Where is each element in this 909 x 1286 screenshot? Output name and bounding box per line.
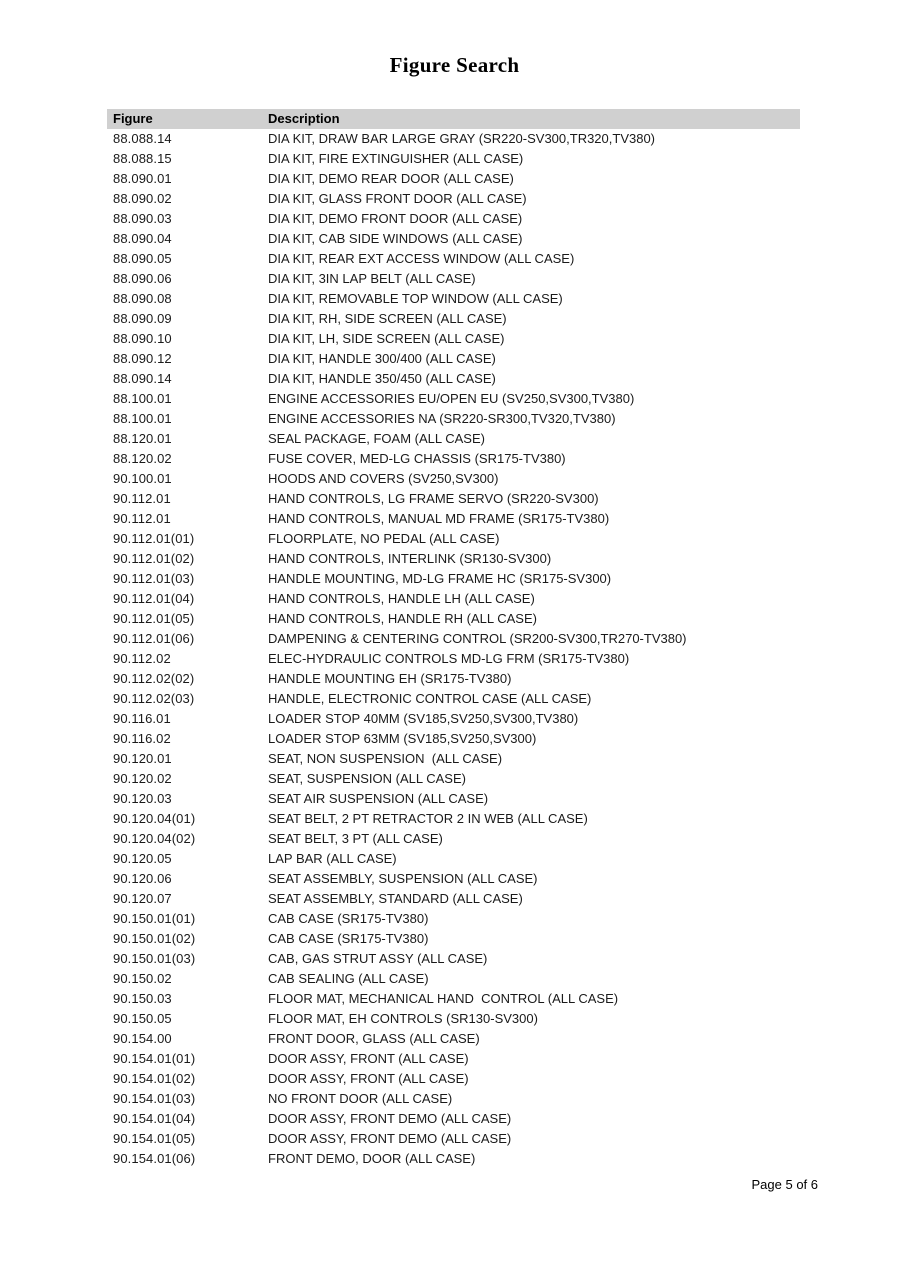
- cell-figure: 88.120.01: [113, 431, 172, 446]
- cell-description: FLOOR MAT, MECHANICAL HAND CONTROL (ALL CASE): [268, 991, 619, 1006]
- table-row: [107, 309, 800, 329]
- cell-description: HAND CONTROLS, HANDLE LH (ALL CASE): [268, 591, 535, 606]
- cell-description: LOADER STOP 40MM (SV185,SV250,SV300,TV380): [268, 711, 579, 726]
- cell-description: HAND CONTROLS, HANDLE RH (ALL CASE): [268, 611, 537, 626]
- cell-figure: 90.120.06: [113, 871, 172, 886]
- cell-description: DAMPENING & CENTERING CONTROL (SR200-SV300,TR270-TV380): [268, 631, 687, 646]
- table-row: [107, 1149, 800, 1169]
- table-row: [107, 949, 800, 969]
- table-row: [107, 829, 800, 849]
- table-row: [107, 989, 800, 1009]
- cell-figure: 90.112.02(02): [113, 671, 195, 686]
- table-row: [107, 249, 800, 269]
- cell-description: CAB, GAS STRUT ASSY (ALL CASE): [268, 951, 488, 966]
- cell-figure: 90.120.04(01): [113, 811, 196, 826]
- cell-figure: 90.120.01: [113, 751, 172, 766]
- table-row: [107, 709, 800, 729]
- cell-figure: 90.150.03: [113, 991, 172, 1006]
- cell-figure: 90.112.01(03): [113, 571, 195, 586]
- cell-description: HANDLE, ELECTRONIC CONTROL CASE (ALL CASE): [268, 691, 592, 706]
- figure-search-table: [107, 109, 800, 1169]
- column-header-figure: Figure: [107, 109, 262, 129]
- table-row: [107, 329, 800, 349]
- table-row: [107, 869, 800, 889]
- table-row: [107, 669, 800, 689]
- cell-description: LAP BAR (ALL CASE): [268, 851, 397, 866]
- cell-description: SEAT, NON SUSPENSION (ALL CASE): [268, 751, 503, 766]
- table-row: [107, 349, 800, 369]
- cell-figure: 90.120.04(02): [113, 831, 196, 846]
- cell-description: CAB CASE (SR175-TV380): [268, 931, 429, 946]
- table-row: [107, 649, 800, 669]
- cell-figure: 88.090.06: [113, 271, 172, 286]
- cell-description: HOODS AND COVERS (SV250,SV300): [268, 471, 499, 486]
- cell-description: SEAT BELT, 3 PT (ALL CASE): [268, 831, 443, 846]
- cell-description: DIA KIT, FIRE EXTINGUISHER (ALL CASE): [268, 151, 524, 166]
- cell-figure: 88.090.08: [113, 291, 172, 306]
- table-row: [107, 889, 800, 909]
- cell-figure: 90.120.07: [113, 891, 172, 906]
- cell-figure: 88.090.03: [113, 211, 172, 226]
- table-row: [107, 169, 800, 189]
- table-row: [107, 1029, 800, 1049]
- cell-figure: 90.154.01(06): [113, 1151, 196, 1166]
- cell-figure: 90.154.01(03): [113, 1091, 196, 1106]
- table-row: [107, 789, 800, 809]
- cell-figure: 88.090.12: [113, 351, 172, 366]
- table-row: [107, 929, 800, 949]
- cell-figure: 88.090.09: [113, 311, 172, 326]
- table-row: [107, 689, 800, 709]
- table-row: [107, 449, 800, 469]
- cell-figure: 88.090.04: [113, 231, 172, 246]
- cell-description: DOOR ASSY, FRONT (ALL CASE): [268, 1051, 469, 1066]
- table-row: [107, 1069, 800, 1089]
- cell-figure: 90.154.01(01): [113, 1051, 196, 1066]
- table-row: [107, 589, 800, 609]
- table-row: [107, 129, 800, 149]
- table-row: [107, 229, 800, 249]
- table-row: [107, 289, 800, 309]
- cell-description: DIA KIT, HANDLE 350/450 (ALL CASE): [268, 371, 496, 386]
- cell-figure: 88.090.02: [113, 191, 172, 206]
- cell-description: SEAL PACKAGE, FOAM (ALL CASE): [268, 431, 485, 446]
- table-row: [107, 1089, 800, 1109]
- cell-figure: 90.100.01: [113, 471, 172, 486]
- cell-description: SEAT, SUSPENSION (ALL CASE): [268, 771, 466, 786]
- cell-description: FRONT DOOR, GLASS (ALL CASE): [268, 1031, 480, 1046]
- cell-figure: 90.112.02(03): [113, 691, 195, 706]
- cell-description: DIA KIT, REMOVABLE TOP WINDOW (ALL CASE): [268, 291, 563, 306]
- cell-figure: 90.154.01(04): [113, 1111, 196, 1126]
- table-row: [107, 809, 800, 829]
- cell-figure: 90.112.01(04): [113, 591, 195, 606]
- cell-description: DIA KIT, 3IN LAP BELT (ALL CASE): [268, 271, 476, 286]
- cell-description: ENGINE ACCESSORIES NA (SR220-SR300,TV320,TV380): [268, 411, 616, 426]
- table-row: [107, 609, 800, 629]
- page-number-footer: Page 5 of 6: [751, 1177, 818, 1192]
- cell-figure: 90.120.02: [113, 771, 172, 786]
- table-row: [107, 849, 800, 869]
- table-row: [107, 149, 800, 169]
- cell-description: NO FRONT DOOR (ALL CASE): [268, 1091, 453, 1106]
- cell-figure: 88.090.10: [113, 331, 172, 346]
- table-row: [107, 389, 800, 409]
- cell-description: HAND CONTROLS, LG FRAME SERVO (SR220-SV300): [268, 491, 599, 506]
- cell-figure: 90.150.01(01): [113, 911, 196, 926]
- cell-figure: 90.150.01(02): [113, 931, 196, 946]
- cell-figure: 90.150.02: [113, 971, 172, 986]
- table-row: [107, 1109, 800, 1129]
- cell-description: HANDLE MOUNTING EH (SR175-TV380): [268, 671, 512, 686]
- cell-description: CAB CASE (SR175-TV380): [268, 911, 429, 926]
- cell-figure: 88.088.14: [113, 131, 172, 146]
- cell-description: DIA KIT, RH, SIDE SCREEN (ALL CASE): [268, 311, 507, 326]
- cell-description: ELEC-HYDRAULIC CONTROLS MD-LG FRM (SR175-TV380): [268, 651, 630, 666]
- cell-description: SEAT BELT, 2 PT RETRACTOR 2 IN WEB (ALL CASE): [268, 811, 588, 826]
- table-row: [107, 729, 800, 749]
- cell-figure: 90.154.01(02): [113, 1071, 196, 1086]
- table-row: [107, 1129, 800, 1149]
- table-row: [107, 469, 800, 489]
- cell-figure: 90.120.05: [113, 851, 172, 866]
- table-row: [107, 909, 800, 929]
- table-row: [107, 1009, 800, 1029]
- page-title: Figure Search: [389, 53, 520, 77]
- table-row: [107, 629, 800, 649]
- table-row: [107, 969, 800, 989]
- cell-figure: 90.112.01: [113, 491, 171, 506]
- cell-figure: 88.100.01: [113, 391, 172, 406]
- cell-figure: 88.090.01: [113, 171, 172, 186]
- cell-figure: 90.154.01(05): [113, 1131, 196, 1146]
- cell-description: DIA KIT, HANDLE 300/400 (ALL CASE): [268, 351, 496, 366]
- cell-description: DIA KIT, DEMO REAR DOOR (ALL CASE): [268, 171, 514, 186]
- cell-figure: 90.116.02: [113, 731, 171, 746]
- cell-description: DOOR ASSY, FRONT (ALL CASE): [268, 1071, 469, 1086]
- cell-description: SEAT ASSEMBLY, SUSPENSION (ALL CASE): [268, 871, 538, 886]
- cell-description: DIA KIT, REAR EXT ACCESS WINDOW (ALL CASE): [268, 251, 575, 266]
- cell-figure: 90.112.01(06): [113, 631, 195, 646]
- table-row: [107, 769, 800, 789]
- table-row: [107, 409, 800, 429]
- cell-description: FLOORPLATE, NO PEDAL (ALL CASE): [268, 531, 500, 546]
- cell-figure: 90.112.02: [113, 651, 171, 666]
- table-row: [107, 569, 800, 589]
- cell-figure: 90.112.01(05): [113, 611, 195, 626]
- cell-description: DIA KIT, LH, SIDE SCREEN (ALL CASE): [268, 331, 505, 346]
- table-header-row: [107, 109, 800, 129]
- table-body: [107, 129, 800, 1169]
- cell-description: HANDLE MOUNTING, MD-LG FRAME HC (SR175-SV300): [268, 571, 612, 586]
- table-row: [107, 209, 800, 229]
- figure-search-table-container: [107, 109, 800, 1169]
- cell-figure: 90.112.01(02): [113, 551, 195, 566]
- table-row: [107, 529, 800, 549]
- cell-figure: 90.154.00: [113, 1031, 172, 1046]
- cell-figure: 88.120.02: [113, 451, 172, 466]
- cell-description: FRONT DEMO, DOOR (ALL CASE): [268, 1151, 476, 1166]
- cell-figure: 90.112.01(01): [113, 531, 195, 546]
- cell-description: FLOOR MAT, EH CONTROLS (SR130-SV300): [268, 1011, 538, 1026]
- cell-description: ENGINE ACCESSORIES EU/OPEN EU (SV250,SV300,TV380): [268, 391, 635, 406]
- cell-description: DIA KIT, GLASS FRONT DOOR (ALL CASE): [268, 191, 527, 206]
- cell-figure: 90.116.01: [113, 711, 171, 726]
- column-header-description: Description: [262, 109, 800, 129]
- table-row: [107, 549, 800, 569]
- cell-figure: 88.090.05: [113, 251, 172, 266]
- cell-figure: 90.112.01: [113, 511, 171, 526]
- cell-description: LOADER STOP 63MM (SV185,SV250,SV300): [268, 731, 537, 746]
- table-row: [107, 489, 800, 509]
- cell-description: SEAT AIR SUSPENSION (ALL CASE): [268, 791, 489, 806]
- table-row: [107, 369, 800, 389]
- cell-figure: 90.120.03: [113, 791, 172, 806]
- cell-figure: 90.150.05: [113, 1011, 172, 1026]
- cell-description: DIA KIT, CAB SIDE WINDOWS (ALL CASE): [268, 231, 523, 246]
- cell-figure: 90.150.01(03): [113, 951, 196, 966]
- table-row: [107, 189, 800, 209]
- table-row: [107, 749, 800, 769]
- table-row: [107, 509, 800, 529]
- cell-description: DOOR ASSY, FRONT DEMO (ALL CASE): [268, 1131, 512, 1146]
- cell-description: DOOR ASSY, FRONT DEMO (ALL CASE): [268, 1111, 512, 1126]
- cell-description: HAND CONTROLS, MANUAL MD FRAME (SR175-TV380): [268, 511, 610, 526]
- cell-description: SEAT ASSEMBLY, STANDARD (ALL CASE): [268, 891, 523, 906]
- cell-figure: 88.100.01: [113, 411, 172, 426]
- cell-figure: 88.090.14: [113, 371, 172, 386]
- cell-description: FUSE COVER, MED-LG CHASSIS (SR175-TV380): [268, 451, 566, 466]
- table-row: [107, 269, 800, 289]
- cell-figure: 88.088.15: [113, 151, 172, 166]
- cell-description: DIA KIT, DEMO FRONT DOOR (ALL CASE): [268, 211, 523, 226]
- cell-description: HAND CONTROLS, INTERLINK (SR130-SV300): [268, 551, 552, 566]
- cell-description: DIA KIT, DRAW BAR LARGE GRAY (SR220-SV300,TR320,TV380): [268, 131, 656, 146]
- table-row: [107, 429, 800, 449]
- table-header: [107, 109, 800, 129]
- cell-description: CAB SEALING (ALL CASE): [268, 971, 429, 986]
- table-row: [107, 1049, 800, 1069]
